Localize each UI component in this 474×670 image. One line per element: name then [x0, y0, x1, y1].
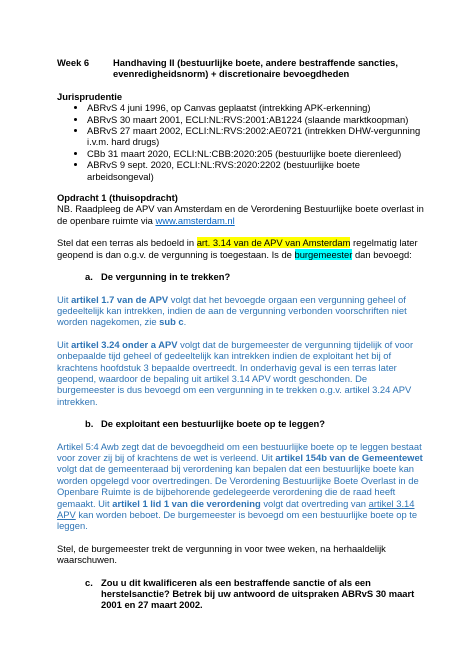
- question-text: Zou u dit kwalificeren als een bestraffende sanctie of als een herstelsanctie? Betrek bij uw antwoord de uitspraken ABRvS 30 maart 2001 en 27 maart 2002.: [101, 576, 415, 611]
- answer-text: volgt dat de gemeenteraad bij verordening kan bepalen dat een bestuurlijke boete kan worden opgelegd voor overtredingen. De Verordening Bestuurlijke Boete Overlast in de Openbare Ruimte is de bijbehorende gedelegeerde verordening die de raad heeft gemaakt. Uit: [57, 463, 419, 509]
- answer-text: Uit: [57, 293, 72, 305]
- answer-text: kan worden beboet. De burgemeester is bevoegd om een bestuurlijke boete op te leggen.: [57, 509, 418, 532]
- answer-text: volgt dat de burgemeester de vergunning tijdelijk of voor onbepaalde tijd geheel of gedeeltelijk kan intrekken indien de exploitant het bij of krachtens hoofdstuk 3 bepaalde overtreedt. In onderhavig geval is een terras later geopend, waardoor de bepaling uit artikel 3.14 APV wordt geschonden. De burgemeester is dus bevoegd om een vergunning in te trekken o.g.v. artikel 3.24 APV intrekken.: [57, 338, 414, 407]
- answer-a-paragraph-2: [57, 339, 427, 407]
- opdracht-heading: Opdracht 1 (thuisopdracht): [57, 192, 178, 204]
- highlight-burgemeester: burgemeester: [294, 248, 353, 260]
- list-item: • ABRvS 27 maart 2002, ECLI:NL:RVS:2002:AE0721 (intrekken DHW-vergunning i.v.m. hard drugs): [87, 125, 427, 148]
- question-letter: c.: [85, 576, 93, 588]
- answer-a-paragraph-1: [57, 294, 427, 328]
- answer-b-paragraph-1: [57, 441, 427, 532]
- answer-text: volgt dat overtreding van: [260, 497, 369, 509]
- question-b: [85, 418, 427, 429]
- case-text: regelmatig later geopend is dan o.g.v. de vergunning is toegestaan. Is de: [57, 237, 418, 260]
- answer-bold: sub c: [159, 316, 184, 328]
- list-item: • ABRvS 9 sept. 2020, ECLI:NL:RVS:2020:2202 (bestuurlijke boete arbeidsongeval): [87, 159, 427, 182]
- question-letter: a.: [85, 271, 93, 283]
- jurisprudentie-list: [57, 102, 427, 182]
- page-content: [57, 57, 427, 611]
- answer-text: Uit: [57, 338, 72, 350]
- document-title: [57, 57, 427, 80]
- answer-bold: artikel 1.7 van de APV: [71, 293, 169, 305]
- nb-paragraph: [57, 203, 427, 226]
- amsterdam-link[interactable]: www.amsterdam.nl: [155, 214, 235, 226]
- question-text: De exploitant een bestuurlijke boete op te leggen?: [101, 418, 325, 430]
- answer-underlined: artikel 3.14 APV: [57, 497, 415, 520]
- case-paragraph: [57, 237, 427, 260]
- list-item: • ABRvS 30 maart 2001, ECLI:NL:RVS:2001:AB1224 (slaande marktkoopman): [87, 114, 427, 125]
- jurisprudentie-heading: Jurisprudentie: [57, 90, 123, 102]
- question-a: [85, 271, 427, 282]
- highlight-apv: art. 3.14 van de APV van Amsterdam: [196, 237, 351, 249]
- list-item: • ABRvS 4 juni 1996, op Canvas geplaatst (intrekking APK-erkenning): [87, 102, 427, 113]
- answer-text: .: [183, 316, 187, 328]
- answer-bold: artikel 3.24 onder a APV: [71, 338, 178, 350]
- week-topic: Handhaving II (bestuurlijke boete, andere bestraffende sancties, evenredigheidsnorm) + discretionaire bevoegdheden: [113, 57, 398, 80]
- scenario-paragraph: Stel, de burgemeester trekt de vergunning in voor twee weken, na herhaaldelijk waarschuwen.: [57, 542, 386, 566]
- answer-text: volgt dat het bevoegde orgaan een vergunning geheel of gedeeltelijk kan intrekken, indien de aan de vergunning verbonden voorschriften niet worden nagekomen, zie: [57, 293, 407, 328]
- week-label: Week 6: [57, 57, 90, 68]
- case-text: Stel dat een terras als bedoeld in: [57, 237, 197, 249]
- answer-bold: artikel 1 lid 1 van die verordening: [112, 497, 261, 509]
- answer-text: Artikel 5:4 Awb zegt dat de bevoegdheid om een bestuurlijke boete op te leggen bestaat voor zover zij bij of krachtens de wet is verleend. Uit: [57, 440, 422, 463]
- question-c: [85, 577, 427, 611]
- case-text: dan bevoegd:: [352, 248, 412, 260]
- list-item: • CBb 31 maart 2020, ECLI:NL:CBB:2020:205 (bestuurlijke boete dierenleed): [87, 148, 427, 159]
- answer-bold: artikel 154b van de Gemeentewet: [275, 451, 423, 463]
- nb-text: NB. Raadpleeg de APV van Amsterdam en de Verordening Bestuurlijke boete overlast in de openbare ruimte via: [57, 203, 424, 226]
- question-letter: b.: [85, 418, 94, 430]
- question-text: De vergunning in te trekken?: [101, 271, 231, 283]
